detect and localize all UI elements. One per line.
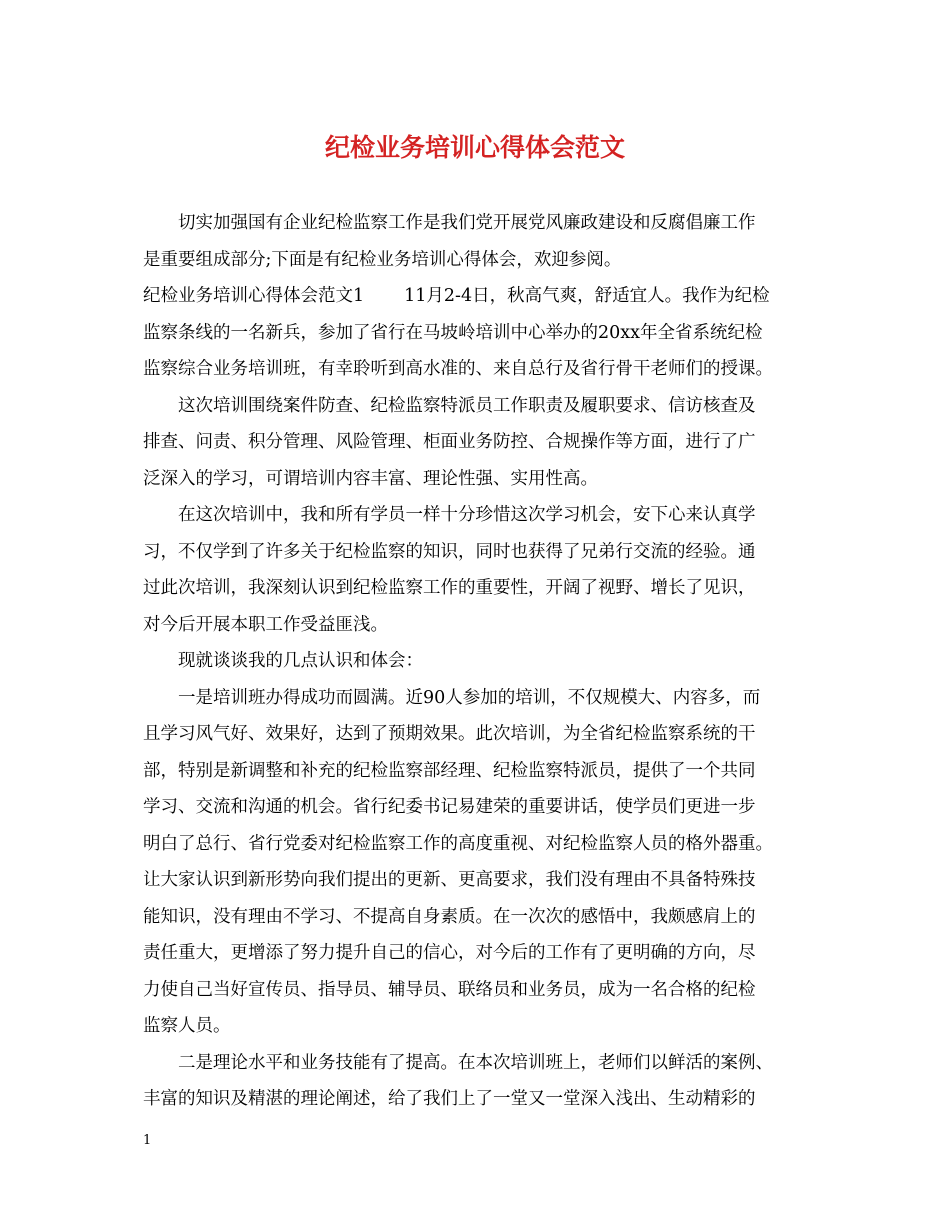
text-line bbox=[143, 1008, 823, 1045]
text-line-content: 泛深入的学习，可谓培训内容丰富、理论性强、实用性高。 bbox=[143, 468, 598, 489]
text-line-content: 对今后开展本职工作受益匪浅。 bbox=[143, 614, 388, 635]
text-line bbox=[143, 607, 823, 644]
document-title: 纪检业务培训心得体会范文 bbox=[324, 133, 625, 162]
text-line bbox=[143, 315, 823, 352]
text-line bbox=[143, 278, 823, 315]
document-body bbox=[143, 205, 823, 1118]
text-line bbox=[143, 1045, 823, 1082]
text-line bbox=[143, 534, 823, 571]
text-line bbox=[143, 497, 823, 534]
text-line bbox=[143, 826, 823, 863]
text-line-content: 切实加强国有企业纪检监察工作是我们党开展党风廉政建设和反腐倡廉工作 bbox=[178, 213, 756, 233]
text-line bbox=[143, 570, 823, 607]
text-line bbox=[143, 935, 823, 972]
text-line-content: 过此次培训，我深刻认识到纪检监察工作的重要性，开阔了视野、增长了见识， bbox=[143, 578, 756, 598]
text-line bbox=[143, 680, 823, 717]
text-line-content: 能知识，没有理由不学习、不提高自身素质。在一次次的感悟中，我颇感肩上的 bbox=[143, 906, 756, 927]
page-number: 1 bbox=[143, 1133, 152, 1148]
text-line bbox=[143, 862, 823, 899]
text-line bbox=[143, 753, 823, 790]
text-line-content: 在这次培训中，我和所有学员一样十分珍惜这次学习机会，安下心来认真学 bbox=[178, 505, 756, 525]
text-line-content: 监察人员。 bbox=[143, 1016, 231, 1036]
text-line bbox=[143, 461, 823, 498]
text-line-content: 让大家认识到新形势向我们提出的更新、更高要求，我们没有理由不具备特殊技 bbox=[143, 870, 756, 890]
text-line-content: 是重要组成部分;下面是有纪检业务培训心得体会，欢迎参阅。 bbox=[143, 249, 622, 270]
text-line-content: 学习、交流和沟通的机会。省行纪委书记易建荣的重要讲话，使学员们更进一步 bbox=[143, 797, 756, 817]
text-line bbox=[143, 716, 823, 753]
text-line-content: 明白了总行、省行党委对纪检监察工作的高度重视、对纪检监察人员的格外器重。 bbox=[143, 833, 773, 854]
text-line bbox=[143, 351, 823, 388]
text-line-content: 排查、问责、积分管理、风险管理、柜面业务防控、合规操作等方面，进行了广 bbox=[143, 432, 756, 452]
text-line-content: 丰富的知识及精湛的理论阐述，给了我们上了一堂又一堂深入浅出、生动精彩的 bbox=[143, 1089, 756, 1109]
text-line bbox=[143, 205, 823, 242]
text-line-content-continued: 11月2-4日，秋高气爽，舒适宜人。我作为纪检 bbox=[404, 286, 770, 306]
text-line bbox=[143, 388, 823, 425]
text-line bbox=[143, 899, 823, 936]
text-line-content: 且学习风气好、效果好，达到了预期效果。此次培训，为全省纪检监察系统的干 bbox=[143, 724, 756, 744]
text-line-content: 监察综合业务培训班，有幸聆听到高水准的、来自总行及省行骨干老师们的授课。 bbox=[143, 359, 773, 379]
text-line-content: 一是培训班办得成功而圆满。近90人参加的培训，不仅规模大、内容多，而 bbox=[178, 687, 761, 708]
text-line-content: 责任重大，更增添了努力提升自己的信心，对今后的工作有了更明确的方向，尽 bbox=[143, 943, 756, 963]
text-line-content: 习，不仅学到了许多关于纪检监察的知识，同时也获得了兄弟行交流的经验。通 bbox=[143, 541, 756, 562]
text-line-content: 这次培训围绕案件防查、纪检监察特派员工作职责及履职要求、信访核查及 bbox=[178, 395, 756, 416]
text-line-content: 二是理论水平和业务技能有了提高。在本次培训班上，老师们以鲜活的案例、 bbox=[178, 1052, 773, 1073]
text-line bbox=[143, 1081, 823, 1118]
text-line bbox=[143, 972, 823, 1009]
text-line bbox=[143, 643, 823, 680]
text-line-content: 部，特别是新调整和补充的纪检监察部经理、纪检监察特派员，提供了一个共同 bbox=[143, 760, 756, 781]
text-line bbox=[143, 424, 823, 461]
text-line-content: 监察条线的一名新兵，参加了省行在马坡岭培训中心举办的20xx年全省系统纪检 bbox=[143, 322, 763, 343]
text-line-content: 纪检业务培训心得体会范文1 bbox=[143, 286, 365, 306]
text-line bbox=[143, 789, 823, 826]
text-line-content: 现就谈谈我的几点认识和体会： bbox=[178, 651, 423, 671]
text-line bbox=[143, 242, 823, 279]
text-line-content: 力使自己当好宣传员、指导员、辅导员、联络员和业务员，成为一名合格的纪检 bbox=[143, 979, 756, 1000]
